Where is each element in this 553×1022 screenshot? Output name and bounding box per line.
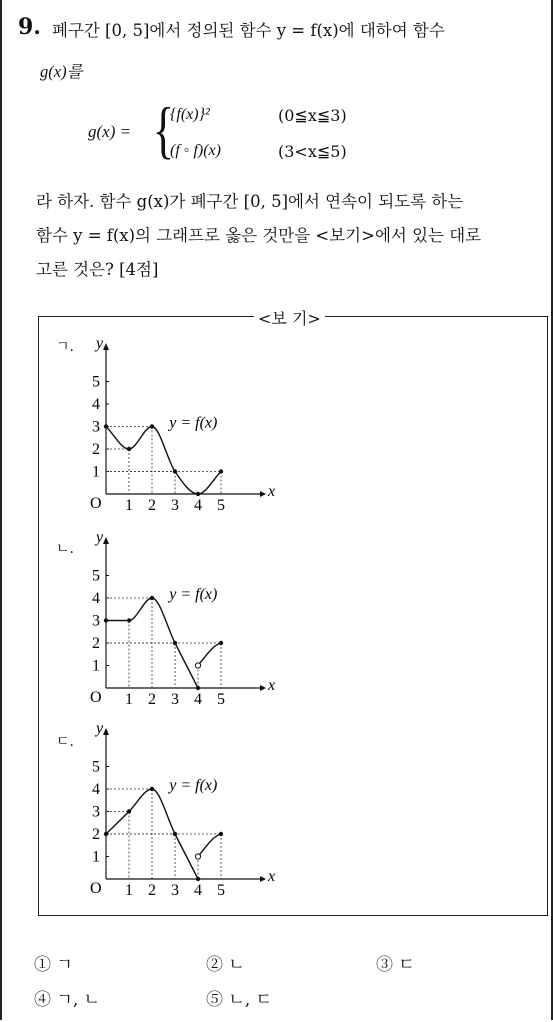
y-tick-label: 4	[92, 590, 100, 607]
x-tick-label: 2	[148, 882, 156, 899]
y-tick-label: 2	[92, 635, 100, 652]
function-curve-right	[198, 643, 221, 666]
y-tick-label: 4	[92, 396, 100, 413]
case-2-expression: (f ◦ f)(x)	[170, 142, 221, 159]
bogi-title: <보 기>	[254, 306, 325, 329]
closed-point	[196, 686, 200, 690]
x-tick-label: 1	[125, 497, 133, 514]
x-tick-label: 2	[148, 497, 156, 514]
y-tick-label: 1	[92, 657, 100, 675]
closed-point	[196, 877, 200, 881]
x-axis-arrow	[260, 491, 266, 497]
y-tick-label: 5	[92, 758, 100, 776]
choice-2[interactable]: ② ㄴ	[206, 955, 245, 975]
choice-4[interactable]: ④ ㄱ, ㄴ	[34, 990, 101, 1010]
x-axis-label: x	[268, 677, 276, 694]
open-point	[195, 854, 200, 859]
x-tick-label: 1	[125, 691, 133, 708]
graph-label-a: ㄱ.	[56, 339, 74, 355]
curve-label: y = f(x)	[169, 414, 218, 432]
y-axis-arrow	[103, 343, 109, 350]
question-number: 9.	[18, 14, 41, 40]
x-axis-arrow	[260, 876, 266, 882]
graph-label-b: ㄴ.	[56, 541, 74, 557]
closed-point	[173, 641, 177, 645]
question-line-2: g(x)를	[40, 62, 83, 81]
curve-label: y = f(x)	[169, 777, 218, 795]
y-tick-label: 5	[92, 373, 100, 391]
x-tick-label: 2	[148, 691, 156, 708]
closed-point	[104, 618, 108, 622]
y-tick-label: 3	[92, 612, 100, 630]
choice-3[interactable]: ③ ㄷ	[376, 955, 415, 975]
question-line-5: 고른 것은? [4점]	[36, 260, 159, 279]
x-tick-label: 4	[194, 497, 202, 514]
y-axis-label: y	[96, 338, 104, 352]
x-tick-label: 5	[217, 691, 225, 708]
y-tick-label: 1	[92, 463, 100, 481]
closed-point	[127, 618, 131, 622]
open-point	[195, 663, 200, 668]
closed-point	[127, 809, 131, 813]
curve-label: y = f(x)	[169, 586, 218, 604]
y-axis-label: y	[96, 532, 104, 546]
question-line-1: 폐구간 [0, 5]에서 정의된 함수 y = f(x)에 대하여 함수	[52, 21, 445, 40]
closed-point	[173, 469, 177, 473]
x-tick-label: 3	[171, 882, 179, 899]
closed-point	[104, 832, 108, 836]
graph-a	[80, 338, 280, 518]
closed-point	[104, 424, 108, 428]
x-axis-label: x	[268, 868, 276, 885]
graph-label-c: ㄷ.	[56, 734, 74, 750]
y-tick-label: 2	[92, 826, 100, 843]
x-tick-label: 4	[194, 882, 202, 899]
x-axis-label: x	[268, 483, 276, 500]
graph-b	[80, 532, 280, 712]
origin-label: O	[90, 689, 102, 706]
question-line-3: 라 하자. 함수 g(x)가 폐구간 [0, 5]에서 연속이 되도록 하는	[36, 192, 464, 211]
y-tick-label: 5	[92, 567, 100, 585]
x-tick-label: 5	[217, 497, 225, 514]
closed-point	[150, 787, 154, 791]
closed-point	[196, 492, 200, 496]
closed-point	[219, 469, 223, 473]
closed-point	[219, 832, 223, 836]
y-tick-label: 2	[92, 441, 100, 458]
closed-point	[150, 596, 154, 600]
x-axis-arrow	[260, 685, 266, 691]
y-tick-label: 3	[92, 418, 100, 436]
function-curve-right	[198, 834, 221, 857]
x-tick-label: 4	[194, 691, 202, 708]
y-axis-arrow	[103, 537, 109, 544]
closed-point	[127, 447, 131, 451]
choice-5[interactable]: ⑤ ㄴ, ㄷ	[206, 990, 273, 1010]
piecewise-brace: {	[152, 94, 175, 165]
case-2-condition: (3<x≦5)	[278, 142, 347, 161]
y-axis-label: y	[96, 723, 104, 737]
y-tick-label: 1	[92, 848, 100, 866]
question-line-4: 함수 y = f(x)의 그래프로 옳은 것만을 <보기>에서 있는 대로	[36, 226, 482, 245]
x-tick-label: 3	[171, 691, 179, 708]
graph-c	[80, 723, 280, 903]
x-tick-label: 1	[125, 882, 133, 899]
x-tick-label: 3	[171, 497, 179, 514]
x-tick-label: 5	[217, 882, 225, 899]
y-axis-arrow	[103, 728, 109, 735]
function-curve	[106, 427, 221, 495]
closed-point	[150, 424, 154, 428]
origin-label: O	[90, 495, 102, 512]
y-tick-label: 3	[92, 803, 100, 821]
g-definition-lhs: g(x) =	[88, 122, 132, 141]
choice-1[interactable]: ① ㄱ	[34, 955, 73, 975]
closed-point	[219, 641, 223, 645]
origin-label: O	[90, 880, 102, 897]
y-tick-label: 4	[92, 781, 100, 798]
closed-point	[173, 832, 177, 836]
case-1-expression: {f(x)}²	[170, 106, 210, 123]
case-1-condition: (0≦x≦3)	[278, 106, 347, 125]
